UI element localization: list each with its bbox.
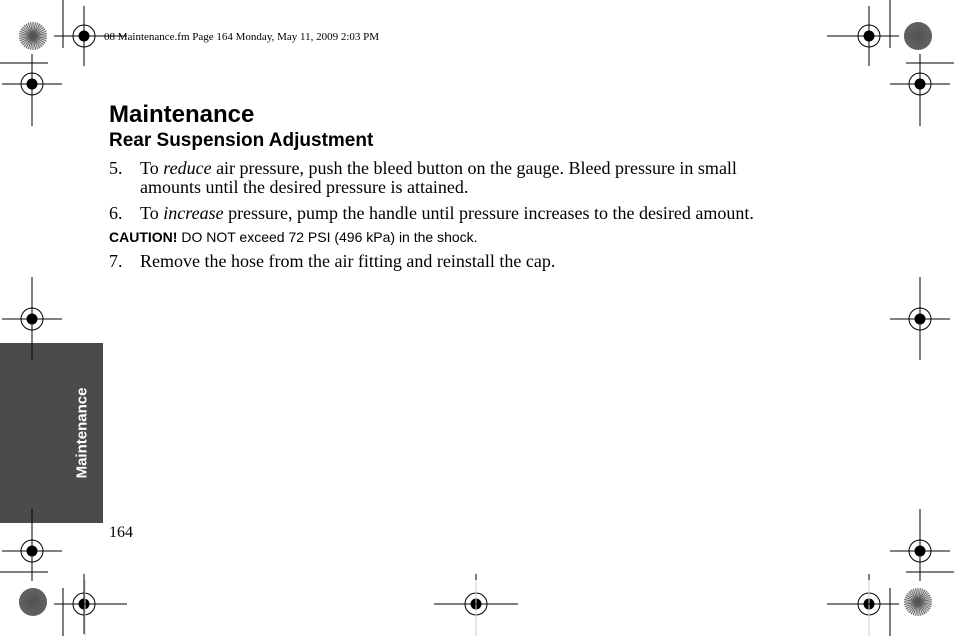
step-text: Remove the hose from the air fitting and reinstall the cap.: [140, 251, 556, 271]
caution-note: CAUTION! DO NOT exceed 72 PSI (496 kPa) in the shock.: [109, 229, 478, 245]
section-heading: Rear Suspension Adjustment: [109, 130, 374, 151]
step-text: To increase pressure, pump the handle until pressure increases to the desired amount.: [140, 203, 754, 223]
page-number: 164: [109, 524, 133, 541]
step-number: 7.: [109, 251, 123, 271]
step-text-continued: amounts until the desired pressure is attained.: [140, 177, 469, 197]
step-number: 6.: [109, 203, 123, 223]
side-tab-label: Maintenance: [73, 387, 91, 479]
step-text: To reduce air pressure, push the bleed button on the gauge. Bleed pressure in small: [140, 158, 737, 178]
step-number: 5.: [109, 158, 123, 178]
print-header: 08 Maintenance.fm Page 164 Monday, May 11, 2009 2:03 PM: [104, 31, 380, 43]
page-title: Maintenance: [109, 101, 255, 128]
